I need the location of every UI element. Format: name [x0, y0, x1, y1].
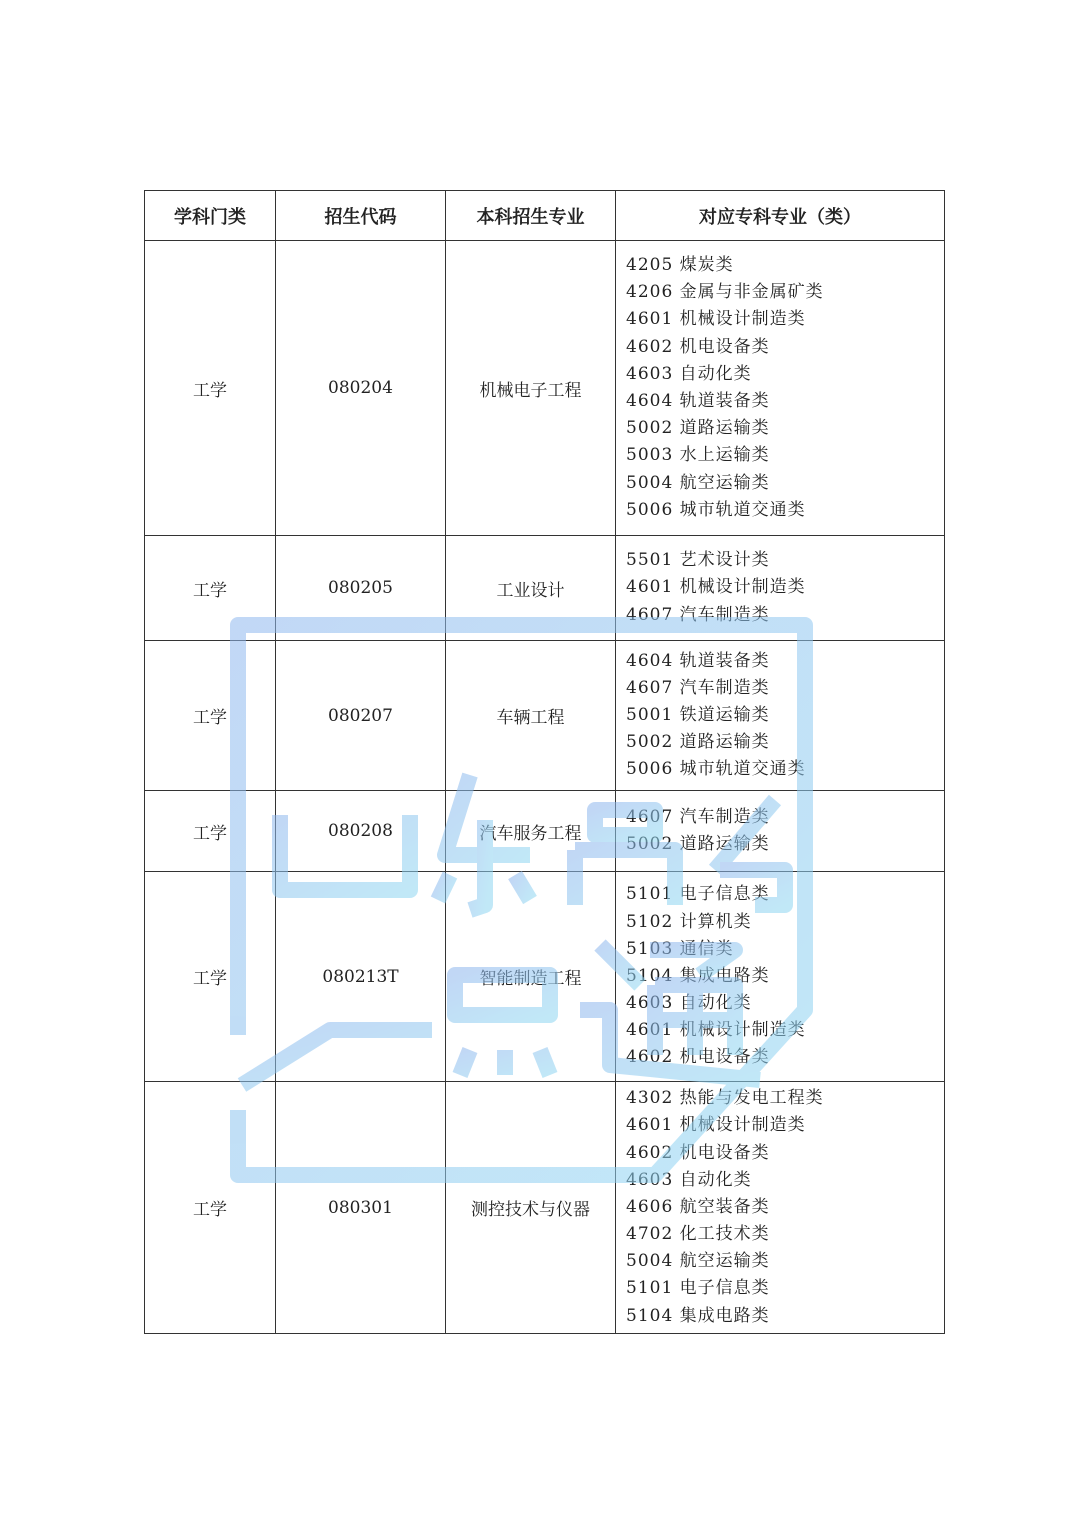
related-major: 4205 煤炭类: [626, 255, 734, 276]
table-row: [145, 241, 945, 536]
major-cell: 工业设计: [446, 536, 616, 641]
category-cell: 工学: [145, 872, 276, 1082]
category-cell: 工学: [145, 1082, 276, 1334]
code-cell: 080204: [276, 241, 446, 536]
related-major: 5002 道路运输类: [626, 732, 770, 753]
related-majors-cell: [616, 241, 945, 536]
related-major: 5002 道路运输类: [626, 418, 770, 439]
table-row: [145, 791, 945, 872]
related-major: 4607 汽车制造类: [626, 604, 770, 625]
major-correspondence-table: [144, 190, 945, 1334]
related-major: 4602 机电设备类: [626, 1142, 770, 1163]
related-majors-cell: [616, 641, 945, 791]
major-cell: 测控技术与仪器: [446, 1082, 616, 1334]
related-major: 5001 铁道运输类: [626, 704, 770, 725]
related-major: 4603 自动化类: [626, 1169, 752, 1190]
related-major: 5102 计算机类: [626, 911, 752, 932]
related-major: 4602 机电设备类: [626, 336, 770, 357]
header-related: 对应专科专业（类）: [616, 191, 945, 241]
related-major: 4604 轨道装备类: [626, 391, 770, 411]
related-major: 4702 化工技术类: [626, 1224, 770, 1245]
related-majors-cell: [616, 536, 945, 641]
header-row: [145, 191, 945, 241]
related-major: 4601 机械设计制造类: [626, 1020, 806, 1041]
header-category: 学科门类: [145, 191, 276, 241]
related-major: 4603 自动化类: [626, 993, 752, 1014]
related-majors-cell: [616, 791, 945, 872]
related-major: 4606 航空装备类: [626, 1196, 770, 1217]
related-major: 5104 集成电路类: [626, 1305, 770, 1326]
related-major: 4601 机械设计制造类: [626, 1115, 806, 1136]
related-major: 4601 机械设计制造类: [626, 309, 806, 330]
major-cell: 机械电子工程: [446, 241, 616, 536]
related-major: 4607 汽车制造类: [626, 677, 770, 698]
related-major: 5501 艺术设计类: [626, 550, 770, 571]
major-cell: 车辆工程: [446, 641, 616, 791]
related-major: 5103 通信类: [626, 938, 734, 959]
header-code: 招生代码: [276, 191, 446, 241]
related-major: 5004 航空运输类: [626, 1251, 770, 1272]
related-major: 5104 集成电路类: [626, 965, 770, 986]
table-row: [145, 1082, 945, 1334]
major-cell: 智能制造工程: [446, 872, 616, 1082]
table-row: [145, 641, 945, 791]
code-cell: 080207: [276, 641, 446, 791]
category-cell: 工学: [145, 536, 276, 641]
category-cell: 工学: [145, 641, 276, 791]
table-row: [145, 872, 945, 1082]
related-majors-cell: [616, 872, 945, 1082]
related-major: 4607 汽车制造类: [626, 806, 770, 827]
code-cell: 080205: [276, 536, 446, 641]
major-cell: 汽车服务工程: [446, 791, 616, 872]
code-cell: 080208: [276, 791, 446, 872]
related-major: 5101 电子信息类: [626, 1278, 770, 1299]
related-major: 5004 航空运输类: [626, 472, 770, 493]
category-cell: 工学: [145, 791, 276, 872]
related-major: 5002 道路运输类: [626, 834, 770, 854]
category-cell: 工学: [145, 241, 276, 536]
related-major: 5003 水上运输类: [626, 445, 770, 466]
related-major: 4604 轨道装备类: [626, 650, 770, 671]
table-row: [145, 536, 945, 641]
related-major: 4603 自动化类: [626, 363, 752, 384]
code-cell: 080301: [276, 1082, 446, 1334]
header-major: 本科招生专业: [446, 191, 616, 241]
related-major: 5006 城市轨道交通类: [626, 499, 806, 520]
related-major: 4602 机电设备类: [626, 1047, 770, 1068]
related-major: 4601 机械设计制造类: [626, 577, 806, 598]
related-major: 4206 金属与非金属矿类: [626, 282, 824, 303]
related-major: 4302 热能与发电工程类: [626, 1088, 824, 1109]
related-majors-cell: [616, 1082, 945, 1334]
related-major: 5101 电子信息类: [626, 884, 770, 905]
code-cell: 080213T: [276, 872, 446, 1082]
related-major: 5006 城市轨道交通类: [626, 759, 806, 780]
